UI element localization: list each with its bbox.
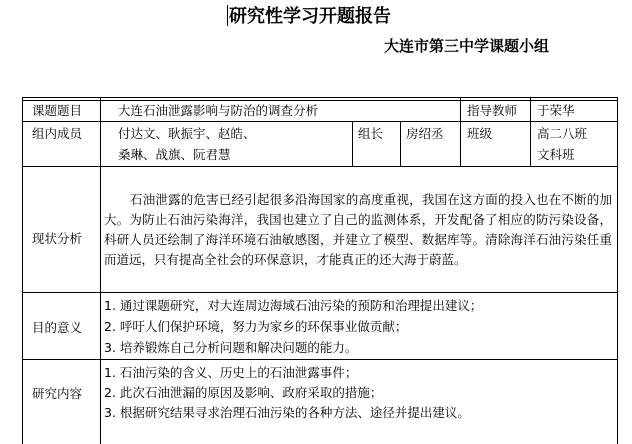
label-column-divider xyxy=(100,97,101,444)
row-divider xyxy=(22,121,618,122)
table-top-border xyxy=(22,97,618,98)
leader-value: 房绍丞 xyxy=(406,126,444,141)
column-divider xyxy=(460,97,461,166)
analysis-label: 现状分析 xyxy=(32,231,83,246)
purpose-label: 目的意义 xyxy=(32,320,83,335)
row-divider xyxy=(22,292,618,293)
page-title: 研究性学习开题报告 xyxy=(229,6,391,27)
members-line-1: 付达文、耿振宇、赵皓、 xyxy=(118,126,256,141)
advisor-label: 指导教师 xyxy=(467,103,518,118)
table-left-border xyxy=(22,97,23,444)
content-item: 3. 根据研究结果寻求治理石油污染的各种方法、途径并提出建议。 xyxy=(104,405,470,420)
table-top-border-inner xyxy=(22,100,618,101)
class-line-2: 文科班 xyxy=(537,147,575,162)
content-item: 2. 此次石油泄漏的原因及影响、政府采取的措施； xyxy=(104,385,383,400)
row-divider xyxy=(22,359,618,360)
members-label: 组内成员 xyxy=(32,126,83,141)
content-label: 研究内容 xyxy=(32,386,83,401)
purpose-item: 3. 培养锻炼自己分析问题和解决问题的能力。 xyxy=(104,340,358,355)
page-subtitle: 大连市第三中学课题小组 xyxy=(384,37,550,55)
advisor-value: 于荣华 xyxy=(537,103,575,118)
class-line-1: 高二八班 xyxy=(537,126,588,141)
analysis-text: 石油泄露的危害已经引起很多沿海国家的高度重视，我国在这方面的投入也在不断的加大。为防止石油污染海洋，我国也建立了自己的监测体系，开发配备了相应的防污染设备，科研人员还绘制了海洋环境石油敏感图，并建立了模型、数据库等。清除海洋石油污染任重而道远，只有提高全社会的环保意识，才能真正的还大海于蔚蓝。 xyxy=(104,192,612,267)
topic-label: 课题题目 xyxy=(32,103,83,118)
column-divider xyxy=(400,121,401,166)
content-item: 1. 石油污染的含义、历史上的石油泄露事件； xyxy=(104,365,358,380)
purpose-item: 2. 呼吁人们保护环境，努力为家乡的环保事业做贡献； xyxy=(104,319,408,334)
class-label: 班级 xyxy=(467,126,493,141)
column-divider xyxy=(352,121,353,166)
column-divider xyxy=(530,97,531,166)
table-right-border xyxy=(617,97,618,444)
members-line-2: 桑琳、战旗、阮君慧 xyxy=(118,147,231,162)
row-divider xyxy=(22,166,618,167)
topic-value: 大连石油泄露影响与防治的调查分析 xyxy=(118,103,319,118)
leader-label: 组长 xyxy=(358,126,384,141)
purpose-item: 1. 通过课题研究，对大连周边海域石油污染的预防和治理提出建议； xyxy=(104,298,483,313)
